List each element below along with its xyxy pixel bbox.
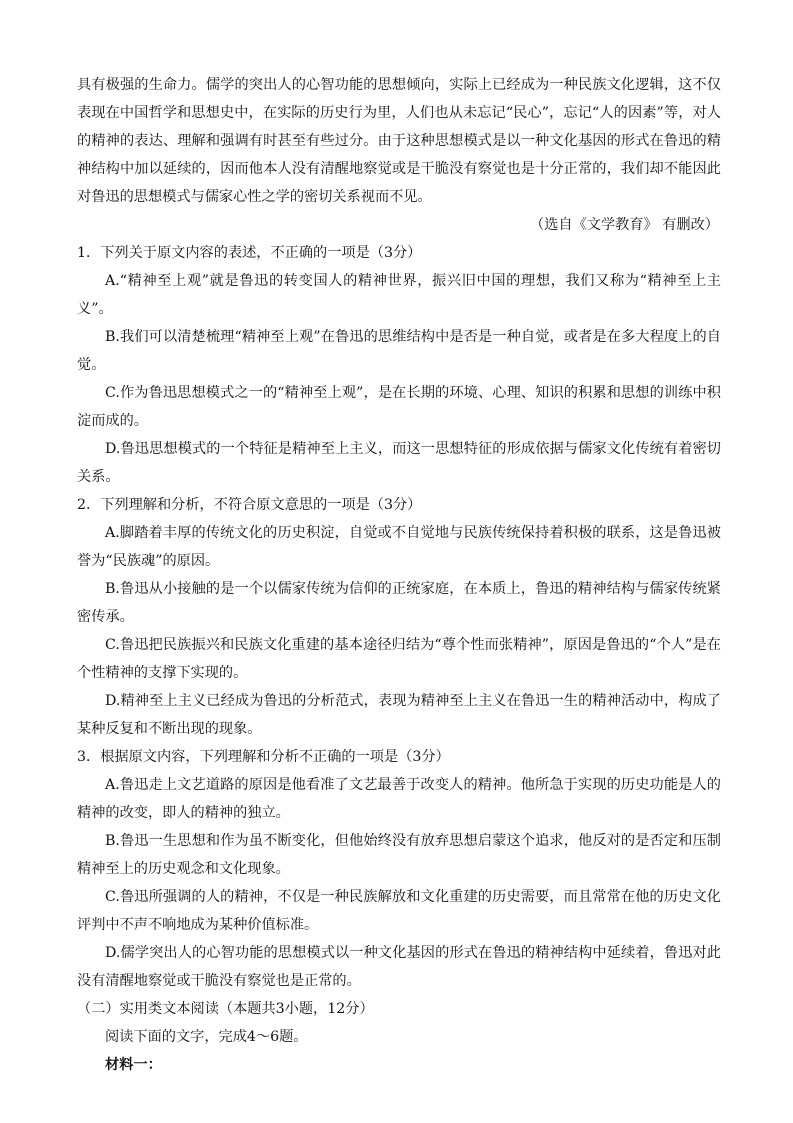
passage-paragraph: 具有极强的生命力。儒学的突出人的心智功能的思想倾向，实际上已经成为一种民族文化逻辑，这不仅表现在中国哲学和思想史中，在实际的历史行为里，人们也从未忘记“民心”，忘记“人的因素”等，对人的精神的表达、理解和强调有时甚至有些过分。由于这种思想模式是以一种文化基因的形式在鲁迅的精神结构中加以延续的，因而他本人没有清醒地察觉或是干脆没有察觉也是十分正常的，我们却不能因此对鲁迅的思想模式与儒家心性之学的密切关系视而不见。 — [77, 77, 721, 205]
option-c: C.鲁迅所强调的人的精神，不仅是一种民族解放和文化重建的历史需要，而且常常在他的历史文化评判中不声不响地成为某种价值标准。 — [77, 889, 721, 933]
question-stem: 1．下列关于原文内容的表述，不正确的一项是（3分） — [77, 245, 422, 261]
option-c: C.作为鲁迅思想模式之一的“精神至上观”，是在长期的环境、心理、知识的积累和思想的训练中积淀而成的。 — [77, 385, 721, 429]
question-stem: 2．下列理解和分析，不符合原文意思的一项是（3分） — [77, 497, 422, 513]
option-d: D.精神至上主义已经成为鲁迅的分析范式，表现为精神至上主义在鲁迅一生的精神活动中，构成了某种反复和不断出现的现象。 — [77, 693, 721, 737]
option-d: D.鲁迅思想模式的一个特征是精神至上主义，而这一思想特征的形成依据与儒家文化传统有着密切关系。 — [77, 441, 721, 485]
question-3 — [77, 743, 721, 995]
reading-text — [77, 71, 721, 1079]
question-stem: 3．根据原文内容，下列理解和分析不正确的一项是（3分） — [77, 749, 450, 765]
question-2 — [77, 491, 721, 743]
source-note: （选自《文学教育》 有删改） — [530, 217, 719, 233]
question-1 — [77, 239, 721, 491]
option-c: C.鲁迅把民族振兴和民族文化重建的基本途径归结为“尊个性而张精神”，原因是鲁迅的“个人”是在个性精神的支撑下实现的。 — [77, 637, 721, 681]
material-label: 材料一： — [105, 1057, 162, 1073]
option-b: B.鲁迅一生思想和作为虽不断变化，但他始终没有放弃思想启蒙这个追求，他反对的是否定和压制精神至上的历史观念和文化现象。 — [77, 833, 721, 877]
option-b: B.我们可以清楚梳理“精神至上观”在鲁迅的思维结构中是否是一种自觉，或者是在多大程度上的自觉。 — [77, 329, 721, 373]
option-a: A.“精神至上观”就是鲁迅的转变国人的精神世界，振兴旧中国的理想，我们又称为“精神至上主义”。 — [77, 273, 721, 317]
instruction-text: 阅读下面的文字，完成4～6题。 — [105, 1029, 308, 1045]
option-a: A.鲁迅走上文艺道路的原因是他看准了文艺最善于改变人的精神。他所急于实现的历史功能是人的精神的改变，即人的精神的独立。 — [77, 777, 721, 821]
option-d: D.儒学突出人的心智功能的思想模式以一种文化基因的形式在鲁迅的精神结构中延续着，鲁迅对此没有清醒地察觉或干脆没有察觉也是正常的。 — [77, 945, 721, 989]
section-heading: （二）实用类文本阅读（本题共3小题，12分） — [77, 1001, 374, 1017]
option-b: B.鲁迅从小接触的是一个以儒家传统为信仰的正统家庭，在本质上，鲁迅的精神结构与儒家传统紧密传承。 — [77, 581, 721, 625]
option-a: A.脚踏着丰厚的传统文化的历史积淀，自觉或不自觉地与民族传统保持着积极的联系，这是鲁迅被誉为“民族魂”的原因。 — [77, 525, 721, 569]
